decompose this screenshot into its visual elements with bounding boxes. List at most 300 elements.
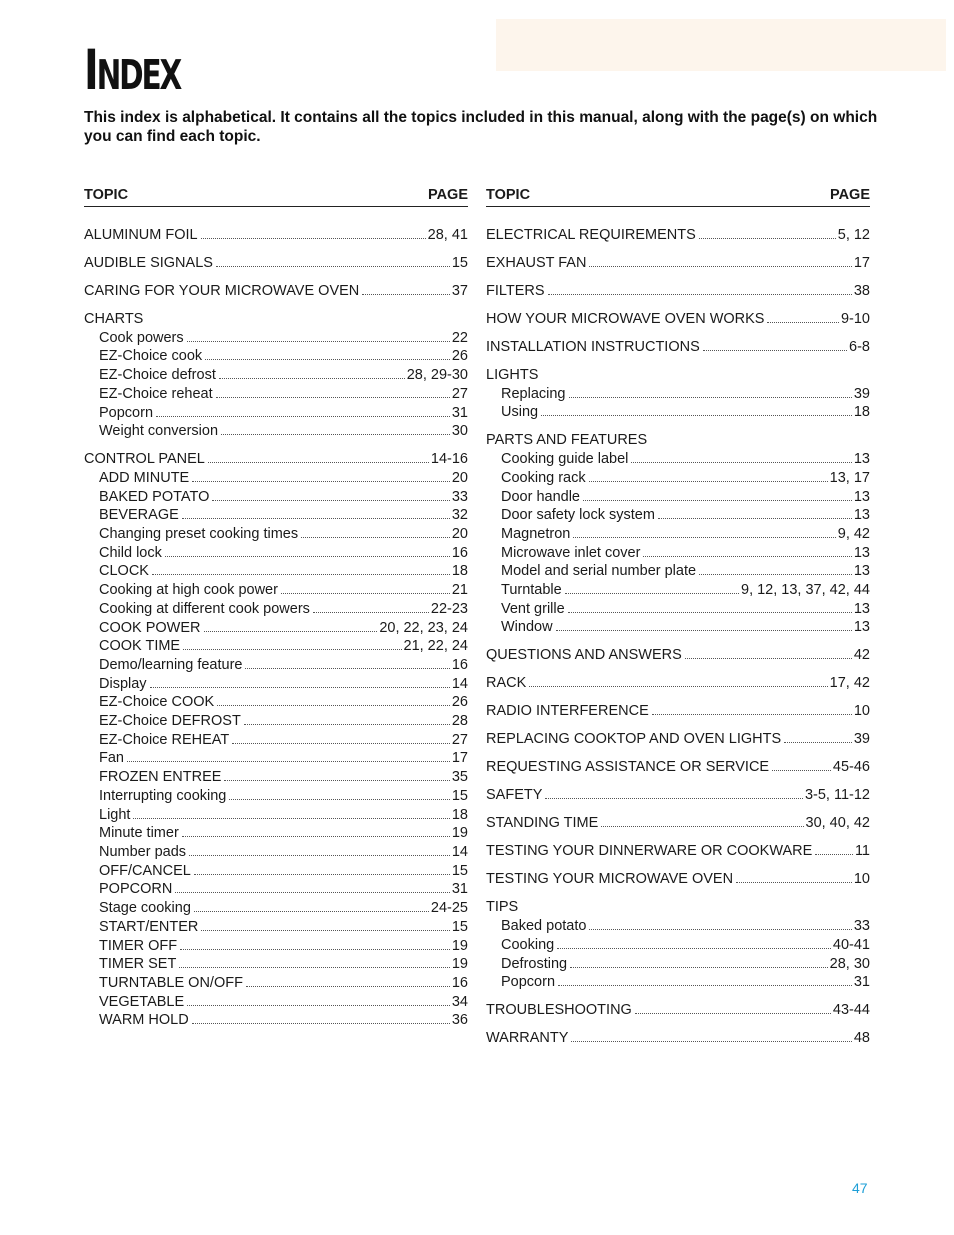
subentry-label: Popcorn xyxy=(501,974,556,991)
dot-leader xyxy=(183,648,401,650)
index-entry xyxy=(486,842,870,861)
page-ref: 15 xyxy=(451,787,468,804)
page-ref: 11 xyxy=(854,843,870,860)
dot-leader xyxy=(187,1004,450,1006)
page-ref: 13, 17 xyxy=(829,469,870,486)
page-ref: 39 xyxy=(853,731,870,748)
topic-heading: TOPIC xyxy=(486,187,531,203)
page-number: 47 xyxy=(852,1180,868,1196)
index-entry xyxy=(486,730,870,749)
dot-leader xyxy=(232,742,450,744)
page-ref: 18 xyxy=(853,404,870,421)
page-ref: 20 xyxy=(451,469,468,486)
subentry-label: Using xyxy=(501,404,539,421)
page-ref: 48 xyxy=(853,1030,870,1047)
page-ref: 22 xyxy=(451,329,468,346)
page-ref: 31 xyxy=(853,974,870,991)
page-ref: 20 xyxy=(451,526,468,543)
index-entry xyxy=(486,282,870,301)
page-ref: 21, 22, 24 xyxy=(403,638,468,655)
page-ref: 19 xyxy=(451,825,468,842)
dot-leader xyxy=(192,1022,450,1024)
dot-leader xyxy=(219,377,405,379)
dot-leader xyxy=(362,293,450,295)
page-ref: 31 xyxy=(451,404,468,421)
topic-label: RACK xyxy=(486,675,527,692)
subentry-label: Interrupting cooking xyxy=(99,787,227,804)
page-ref: 9, 42 xyxy=(837,525,870,542)
subentry-label: Popcorn xyxy=(99,404,154,421)
dot-leader xyxy=(658,517,852,519)
subentry-label: Turntable xyxy=(501,582,562,599)
index-topic-row xyxy=(486,842,870,861)
index-subentry xyxy=(84,385,468,404)
page-ref: 13 xyxy=(853,488,870,505)
intro-text: This index is alphabetical. It contains all the topics included in this manual, along with the page(s) on which you can find each topic. xyxy=(84,109,878,145)
subentry-label: Baked potato xyxy=(501,918,587,935)
index-entry xyxy=(84,450,468,1030)
index-entry xyxy=(486,366,870,422)
dot-leader xyxy=(224,779,449,781)
dot-leader xyxy=(815,853,853,855)
index-topic-row xyxy=(486,870,870,889)
dot-leader xyxy=(192,480,450,482)
page-ref: 28, 41 xyxy=(427,227,468,243)
index-subentry xyxy=(84,637,468,656)
index-subentry xyxy=(84,469,468,488)
page-ref: 21 xyxy=(451,582,468,599)
index-entry xyxy=(486,814,870,833)
dot-leader xyxy=(150,686,450,688)
index-subentry xyxy=(84,899,468,918)
index-subentry xyxy=(486,544,870,563)
subentry-label: Child lock xyxy=(99,544,162,561)
dot-leader xyxy=(589,928,851,930)
dot-leader xyxy=(313,611,429,613)
index-subentry xyxy=(84,787,468,806)
index-subentry xyxy=(84,749,468,768)
subentry-label: Cooking xyxy=(501,936,555,953)
header-tab-box xyxy=(496,19,946,71)
index-subentry xyxy=(84,581,468,600)
dot-leader xyxy=(635,1012,831,1014)
subentry-label: TIMER OFF xyxy=(99,937,178,954)
dot-leader xyxy=(133,817,449,819)
page-ref: 40-41 xyxy=(832,936,870,953)
dot-leader xyxy=(557,947,831,949)
index-topic-row xyxy=(84,450,468,469)
index-subentry xyxy=(84,600,468,619)
page-ref: 13 xyxy=(853,600,870,617)
page-ref: 33 xyxy=(853,918,870,935)
dot-leader xyxy=(281,592,450,594)
index-entry xyxy=(486,898,870,992)
page-ref: 45-46 xyxy=(832,759,870,776)
dot-leader xyxy=(229,798,450,800)
topic-label: WARRANTY xyxy=(486,1030,569,1047)
topic-heading: TOPIC xyxy=(84,187,129,203)
dot-leader xyxy=(208,461,429,463)
page-ref: 38 xyxy=(853,283,870,299)
dot-leader xyxy=(685,657,852,659)
page-ref: 28, 29-30 xyxy=(406,367,468,384)
page-ref: 18 xyxy=(451,563,468,580)
topic-label: REQUESTING ASSISTANCE OR SERVICE xyxy=(486,759,770,776)
subentry-label: EZ-Choice defrost xyxy=(99,367,216,384)
dot-leader xyxy=(643,555,851,557)
page-heading: PAGE xyxy=(427,187,468,203)
dot-leader xyxy=(204,630,378,632)
page-ref: 9-10 xyxy=(840,311,870,327)
index-subentry xyxy=(84,619,468,638)
topic-label: TIPS xyxy=(486,899,519,916)
page-ref: 22-23 xyxy=(430,600,468,617)
topic-label: STANDING TIME xyxy=(486,815,599,832)
topic-label: PARTS AND FEATURES xyxy=(486,432,648,449)
subentry-label: EZ-Choice cook xyxy=(99,348,203,365)
dot-leader xyxy=(699,573,852,575)
page-ref: 16 xyxy=(451,656,468,673)
subentry-label: Cooking at high cook power xyxy=(99,582,278,599)
page-ref: 28 xyxy=(451,713,468,730)
index-topic-row xyxy=(486,226,870,245)
page-ref: 13 xyxy=(853,619,870,636)
page-ref: 36 xyxy=(451,1012,468,1029)
index-subentry xyxy=(84,525,468,544)
dot-leader xyxy=(558,984,852,986)
index-subentry xyxy=(486,562,870,581)
page-ref: 16 xyxy=(451,974,468,991)
subentry-label: EZ-Choice DEFROST xyxy=(99,713,241,730)
index-topic-row xyxy=(486,282,870,301)
dot-leader xyxy=(246,985,450,987)
index-entry xyxy=(84,310,468,441)
index-subentry xyxy=(486,955,870,974)
page-ref: 19 xyxy=(451,937,468,954)
page-ref: 13 xyxy=(853,451,870,468)
page-ref: 13 xyxy=(853,507,870,524)
index-subentry xyxy=(84,862,468,881)
topic-label: ELECTRICAL REQUIREMENTS xyxy=(486,227,696,243)
subentry-label: Replacing xyxy=(501,385,566,402)
index-entry xyxy=(486,646,870,665)
page-ref: 43-44 xyxy=(832,1002,870,1019)
index-subentry xyxy=(486,618,870,637)
dot-leader xyxy=(784,741,852,743)
dot-leader xyxy=(565,592,739,594)
topic-label: ALUMINUM FOIL xyxy=(84,227,198,243)
index-topic-row xyxy=(486,786,870,805)
page-ref: 32 xyxy=(451,507,468,524)
index-column-left xyxy=(84,187,468,1030)
subentry-label: CLOCK xyxy=(99,563,149,580)
topic-label: AUDIBLE SIGNALS xyxy=(84,255,213,271)
index-subentry xyxy=(84,693,468,712)
subentry-label: Cook powers xyxy=(99,329,184,346)
subentry-label: ADD MINUTE xyxy=(99,469,190,486)
dot-leader xyxy=(583,499,852,501)
page-ref: 17 xyxy=(451,750,468,767)
index-entry xyxy=(486,1029,870,1048)
index-topic-row xyxy=(486,254,870,273)
dot-leader xyxy=(201,929,449,931)
page-ref: 42 xyxy=(853,647,870,664)
page-ref: 17 xyxy=(853,255,870,271)
index-topic-row xyxy=(486,338,870,357)
dot-leader xyxy=(182,517,450,519)
subentry-label: EZ-Choice REHEAT xyxy=(99,731,230,748)
subentry-label: Number pads xyxy=(99,843,187,860)
dot-leader xyxy=(545,797,803,799)
index-entry xyxy=(486,674,870,693)
index-entry xyxy=(486,786,870,805)
page-ref: 26 xyxy=(451,348,468,365)
dot-leader xyxy=(127,760,450,762)
subentry-label: COOK POWER xyxy=(99,619,201,636)
dot-leader xyxy=(569,396,852,398)
page-ref: 13 xyxy=(853,544,870,561)
topic-label: TESTING YOUR MICROWAVE OVEN xyxy=(486,871,734,888)
subentry-label: BEVERAGE xyxy=(99,507,179,524)
topic-label: CONTROL PANEL xyxy=(84,451,205,468)
index-subentry xyxy=(486,600,870,619)
dot-leader xyxy=(156,415,450,417)
dot-leader xyxy=(703,349,847,351)
subentry-label: VEGETABLE xyxy=(99,993,185,1010)
topic-label: REPLACING COOKTOP AND OVEN LIGHTS xyxy=(486,731,782,748)
topic-label: CHARTS xyxy=(84,311,144,327)
index-subentry xyxy=(84,544,468,563)
page-ref: 20, 22, 23, 24 xyxy=(379,619,468,636)
page-ref: 30 xyxy=(451,423,468,440)
topic-label: TROUBLESHOOTING xyxy=(486,1002,632,1019)
index-subentry xyxy=(84,562,468,581)
subentry-label: OFF/CANCEL xyxy=(99,862,191,879)
topic-label: TESTING YOUR DINNERWARE OR COOKWARE xyxy=(486,843,813,860)
page-ref: 18 xyxy=(451,806,468,823)
subentry-label: Minute timer xyxy=(99,825,179,842)
index-subentry xyxy=(84,366,468,385)
page-ref: 30, 40, 42 xyxy=(805,815,870,832)
topic-label: LIGHTS xyxy=(486,367,539,383)
index-subentry xyxy=(84,712,468,731)
topic-label: QUESTIONS AND ANSWERS xyxy=(486,647,682,664)
index-topic-row xyxy=(486,814,870,833)
dot-leader xyxy=(301,536,450,538)
index-topic-row xyxy=(84,226,468,245)
subentry-label: Light xyxy=(99,806,131,823)
index-topic-row xyxy=(486,758,870,777)
dot-leader xyxy=(568,611,852,613)
index-subentry xyxy=(84,488,468,507)
page-ref: 15 xyxy=(451,255,468,271)
page-ref: 14 xyxy=(451,843,468,860)
subentry-label: Changing preset cooking times xyxy=(99,526,299,543)
index-subentry xyxy=(84,422,468,441)
index-subentry xyxy=(84,937,468,956)
dot-leader xyxy=(182,835,450,837)
page-ref: 10 xyxy=(853,871,870,888)
index-subentry xyxy=(84,329,468,348)
index-topic-row xyxy=(486,310,870,329)
dot-leader xyxy=(244,723,450,725)
subentry-label: Vent grille xyxy=(501,600,565,617)
subentry-label: WARM HOLD xyxy=(99,1012,189,1029)
index-entry xyxy=(486,758,870,777)
index-subentry xyxy=(84,656,468,675)
index-entry xyxy=(486,338,870,357)
page-ref: 19 xyxy=(451,956,468,973)
index-topic-row xyxy=(486,646,870,665)
index-column-right xyxy=(486,187,870,1048)
index-topic-row xyxy=(84,282,468,301)
index-subentry xyxy=(84,974,468,993)
page-ref: 28, 30 xyxy=(829,955,870,972)
index-entry xyxy=(486,310,870,329)
subentry-label: Weight conversion xyxy=(99,423,219,440)
page-ref: 6-8 xyxy=(849,339,870,355)
page-heading: PAGE xyxy=(829,187,870,203)
index-topic-row xyxy=(84,310,468,329)
index-subentry xyxy=(84,918,468,937)
index-subentry xyxy=(84,806,468,825)
dot-leader xyxy=(152,573,450,575)
subentry-label: COOK TIME xyxy=(99,638,181,655)
index-entry xyxy=(486,226,870,245)
page-ref: 15 xyxy=(451,918,468,935)
dot-leader xyxy=(589,480,828,482)
index-subentry xyxy=(84,347,468,366)
index-subentry xyxy=(486,403,870,422)
index-entry xyxy=(486,254,870,273)
page-ref: 9, 12, 13, 37, 42, 44 xyxy=(741,582,870,599)
index-subentry xyxy=(486,488,870,507)
index-topic-row xyxy=(486,674,870,693)
dot-leader xyxy=(221,433,450,435)
index-subentry xyxy=(84,824,468,843)
subentry-label: Cooking at different cook powers xyxy=(99,600,310,617)
index-subentry xyxy=(84,880,468,899)
subentry-label: Display xyxy=(99,675,147,692)
page-ref: 13 xyxy=(853,563,870,580)
dot-leader xyxy=(767,321,839,323)
dot-leader xyxy=(541,414,852,416)
index-entry xyxy=(486,870,870,889)
subentry-label: Demo/learning feature xyxy=(99,656,243,673)
dot-leader xyxy=(570,966,828,968)
page-ref: 35 xyxy=(451,769,468,786)
dot-leader xyxy=(216,396,450,398)
topic-label: INSTALLATION INSTRUCTIONS xyxy=(486,339,700,355)
dot-leader xyxy=(589,265,851,267)
page-ref: 31 xyxy=(451,881,468,898)
page-ref: 33 xyxy=(451,488,468,505)
page-ref: 3-5, 11-12 xyxy=(804,787,870,804)
page-ref: 27 xyxy=(451,385,468,402)
dot-leader xyxy=(631,461,851,463)
dot-leader xyxy=(556,629,852,631)
subentry-label: Fan xyxy=(99,750,124,767)
index-entries xyxy=(84,226,468,1030)
page-ref: 15 xyxy=(451,862,468,879)
page-title xyxy=(84,40,180,100)
index-topic-row xyxy=(486,730,870,749)
subentry-label: EZ-Choice COOK xyxy=(99,694,215,711)
subentry-label: Window xyxy=(501,619,553,636)
subentry-label: Defrosting xyxy=(501,955,568,972)
page-ref: 14 xyxy=(451,675,468,692)
index-subentry xyxy=(84,768,468,787)
subentry-label: POPCORN xyxy=(99,881,173,898)
page-ref: 34 xyxy=(451,993,468,1010)
dot-leader xyxy=(529,685,827,687)
index-entry xyxy=(486,702,870,721)
index-subentry xyxy=(486,506,870,525)
subentry-label: Model and serial number plate xyxy=(501,563,697,580)
topic-label: SAFETY xyxy=(486,787,543,804)
index-topic-row xyxy=(486,898,870,917)
index-topic-row xyxy=(486,1029,870,1048)
dot-leader xyxy=(194,910,429,912)
index-subentry xyxy=(84,955,468,974)
dot-leader xyxy=(548,293,852,295)
page-ref: 16 xyxy=(451,544,468,561)
title-rest: NDEX xyxy=(96,51,181,99)
index-subentry xyxy=(84,843,468,862)
subentry-label: Door safety lock system xyxy=(501,507,655,524)
title-initial: I xyxy=(84,38,97,102)
index-entry xyxy=(84,254,468,273)
index-subentry xyxy=(486,581,870,600)
dot-leader xyxy=(772,769,831,771)
page-ref: 39 xyxy=(853,385,870,402)
topic-label: HOW YOUR MICROWAVE OVEN WORKS xyxy=(486,311,765,327)
subentry-label: Cooking guide label xyxy=(501,451,629,468)
dot-leader xyxy=(245,667,449,669)
subentry-label: TURNTABLE ON/OFF xyxy=(99,974,243,991)
index-entry xyxy=(84,282,468,301)
page-ref: 5, 12 xyxy=(837,227,870,243)
dot-leader xyxy=(652,713,852,715)
index-subentry xyxy=(486,469,870,488)
subentry-label: Door handle xyxy=(501,488,580,505)
index-subentry xyxy=(84,675,468,694)
dot-leader xyxy=(201,237,426,239)
index-subentry xyxy=(84,404,468,423)
index-subentry xyxy=(486,385,870,404)
index-subentry xyxy=(84,993,468,1012)
topic-label: FILTERS xyxy=(486,283,545,299)
index-subentry xyxy=(84,506,468,525)
topic-label: EXHAUST FAN xyxy=(486,255,587,271)
dot-leader xyxy=(165,555,450,557)
index-topic-row xyxy=(84,254,468,273)
index-topic-row xyxy=(486,431,870,450)
dot-leader xyxy=(175,891,450,893)
index-subentry xyxy=(486,917,870,936)
index-subentry xyxy=(84,731,468,750)
dot-leader xyxy=(699,237,836,239)
topic-label: RADIO INTERFERENCE xyxy=(486,703,649,720)
index-topic-row xyxy=(486,1001,870,1020)
index-entry xyxy=(486,431,870,637)
page-ref: 26 xyxy=(451,694,468,711)
subentry-label: EZ-Choice reheat xyxy=(99,385,213,402)
dot-leader xyxy=(601,825,803,827)
index-entry xyxy=(486,1001,870,1020)
dot-leader xyxy=(736,881,852,883)
index-subentry xyxy=(486,525,870,544)
